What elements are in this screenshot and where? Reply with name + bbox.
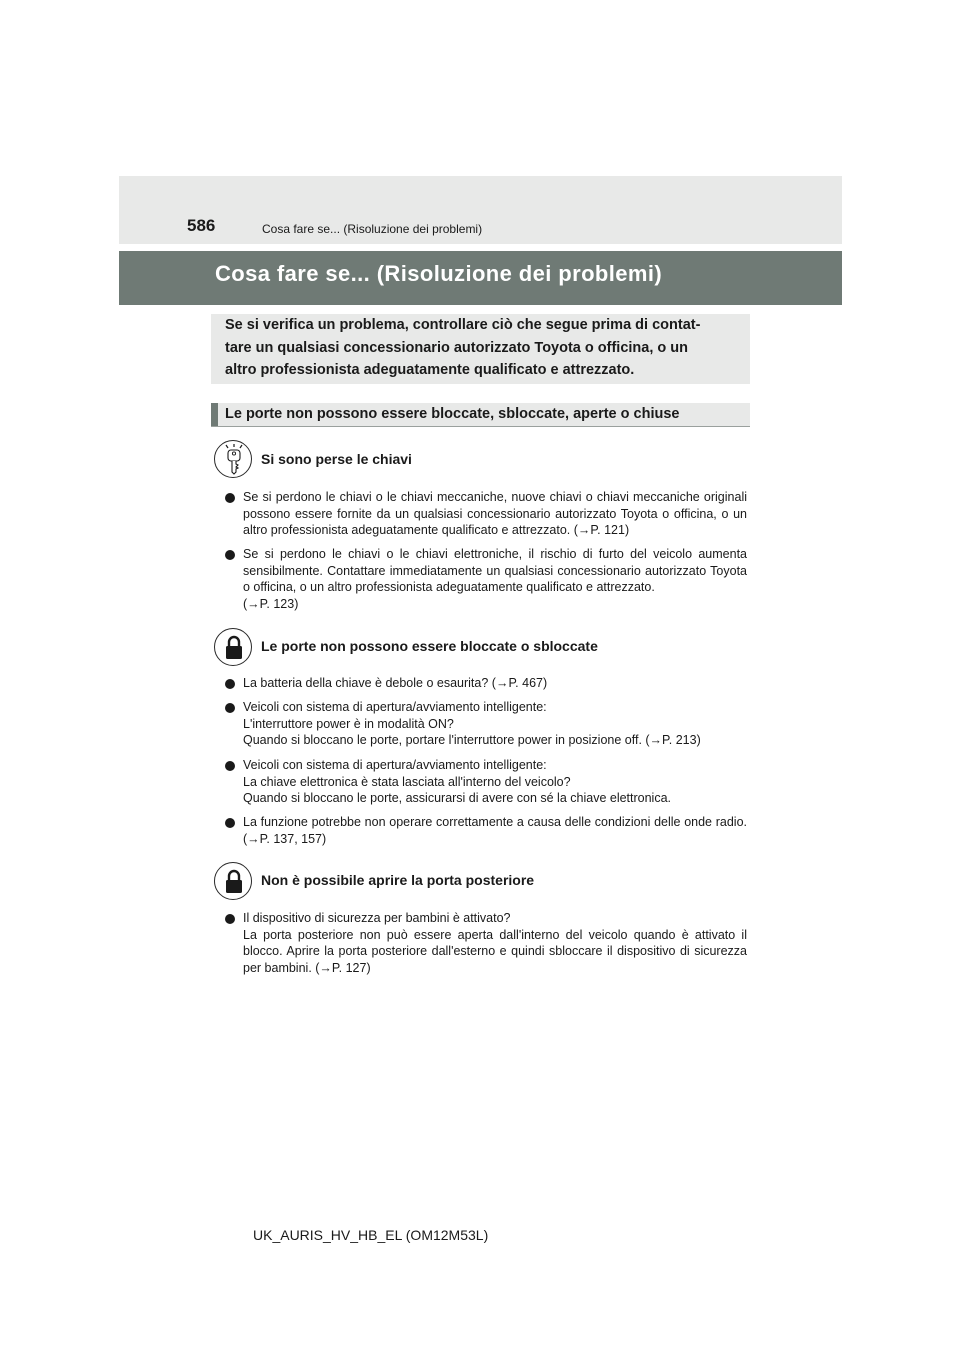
list-item-text: Se si perdono le chiavi o le chiavi meccaniche, nuove chiavi o chiavi meccaniche originali possono essere fornite da un qualsiasi concessionario autorizzato Toyota o officina, o un altro professionista adeguatamente qualificato e attrezzato. (→P. 121) — [243, 490, 747, 537]
list-item — [225, 675, 747, 692]
bullet-icon — [225, 761, 235, 771]
section-heading — [211, 403, 750, 427]
section-heading-accent — [211, 403, 218, 426]
list-item-text: Se si perdono le chiavi o le chiavi elettroniche, il rischio di furto del veicolo aumenta sensibilmente. Contattare immediatamente un qualsiasi concessionario autorizzato Toyota o officina, o un altro professionista adeguatamente qualificato e attrezzato. (→P. 123) — [243, 547, 747, 611]
intro-box — [211, 314, 750, 384]
document-code: UK_AURIS_HV_HB_EL (OM12M53L) — [253, 1227, 489, 1243]
title-bar — [119, 251, 842, 305]
intro-text: Se si verifica un problema, controllare ciò che segue prima di contat- tare un qualsiasi concessionario autorizzato Toyota o officina, o un altro professionista adeguatamente qualificato e attrezzato. — [225, 317, 701, 378]
bullet-icon — [225, 679, 235, 689]
list-item-text: Veicoli con sistema di apertura/avviamento intelligente: L'interruttore power è in modalità ON? Quando si bloccano le porte, portare l'interruttore power in posizione off. (→P. 213) — [243, 700, 701, 747]
bullet-icon — [225, 914, 235, 924]
list-item — [225, 910, 747, 976]
page-title: Cosa fare se... (Risoluzione dei problemi) — [215, 261, 663, 286]
list-item-text: Veicoli con sistema di apertura/avviamento intelligente: La chiave elettronica è stata lasciata all'interno del veicolo? Quando si bloccano le porte, assicurarsi di avere con sé la chiave elettronica. — [243, 758, 672, 805]
group-heading-rear-door: Non è possibile aprire la porta posteriore — [261, 872, 535, 888]
list-item-text: La funzione potrebbe non operare correttamente a causa delle condizioni delle onde radio. (→P. 137, 157) — [243, 815, 747, 846]
list-item-text: La batteria della chiave è debole o esaurita? (→P. 467) — [243, 676, 548, 690]
group-heading-doors-lock: Le porte non possono essere bloccate o sbloccate — [261, 638, 598, 654]
bullet-icon — [225, 550, 235, 560]
list-item — [225, 699, 747, 749]
bullet-icon — [225, 493, 235, 503]
lock-icon — [214, 628, 252, 666]
bullet-icon — [225, 703, 235, 713]
section-heading-label: Le porte non possono essere bloccate, sbloccate, aperte o chiuse — [225, 406, 680, 422]
group-heading-lost-keys: Si sono perse le chiavi — [261, 451, 412, 467]
list-item — [225, 814, 747, 847]
list-item — [225, 546, 747, 612]
key-icon — [214, 440, 252, 478]
list-item-text: Il dispositivo di sicurezza per bambini è attivato? La porta posteriore non può essere aperta dall'interno del veicolo quando è attivato il blocco. Aprire la porta posteriore dall'esterno e quindi sbloccare il dispositivo di sicurezza per bambini. (→P. 127) — [243, 911, 747, 975]
list-item — [225, 757, 747, 807]
lock-icon — [214, 862, 252, 900]
list-item — [225, 489, 747, 539]
running-title: Cosa fare se... (Risoluzione dei problemi) — [262, 222, 483, 236]
bullet-icon — [225, 818, 235, 828]
page-number: 586 — [187, 216, 216, 235]
